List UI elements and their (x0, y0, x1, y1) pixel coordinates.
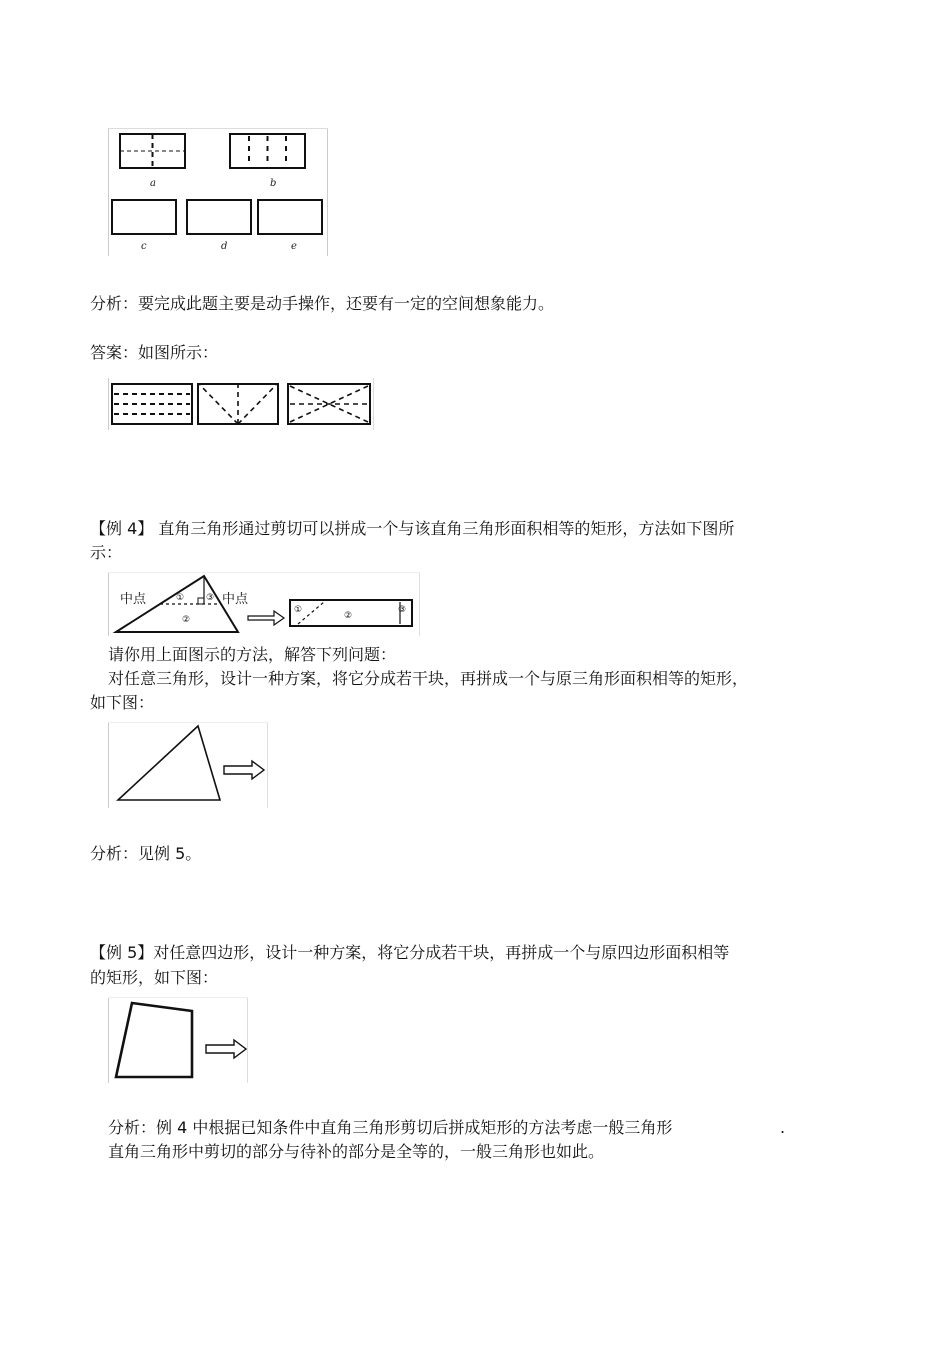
example4-title-line1: 【例 4】 直角三角形通过剪切可以拼成一个与该直角三角形面积相等的矩形，方法如下图所 (90, 519, 735, 538)
rect-piece-3: ③ (398, 605, 407, 615)
example4-question-line2: 对任意三角形，设计一种方案，将它分成若干块，再拼成一个与原三角形面积相等的矩形， (108, 669, 749, 688)
analysis-1: 分析：要完成此题主要是动手操作，还要有一定的空间想象能力。 (90, 294, 555, 313)
figure-answer-rectangles (108, 378, 376, 430)
label-e: e (291, 241, 297, 252)
triangle-piece-1: ① (176, 593, 185, 603)
label-a: a (150, 178, 156, 189)
triangle-piece-3: ③ (206, 593, 215, 603)
example5-title-line2: 的矩形，如下图： (90, 968, 219, 987)
example5-analysis-line2: 直角三角形中剪切的部分与待补的部分是全等的，一般三角形也如此。 (108, 1142, 605, 1161)
example5-title-line1: 【例 5】对任意四边形，设计一种方案，将它分成若干块，再拼成一个与原四边形面积相等 (90, 943, 730, 962)
arrow-right-icon (206, 1040, 246, 1058)
label-b: b (270, 178, 277, 189)
midpoint-left-label: 中点 (120, 592, 147, 607)
example5-analysis-line1-end: . (780, 1118, 786, 1137)
label-d: d (221, 241, 228, 252)
figure-rectangles-abcde (108, 128, 328, 256)
example4-title-line2: 示： (90, 543, 123, 562)
rect-piece-1: ① (294, 605, 303, 615)
example4-analysis: 分析：见例 5。 (90, 844, 202, 863)
label-c: c (141, 241, 147, 252)
arrow-right-icon (248, 611, 284, 625)
midpoint-right-label: 中点 (222, 592, 249, 607)
example5-analysis-line1: 分析：例 4 中根据已知条件中直角三角形剪切后拼成矩形的方法考虑一般三角形 (108, 1118, 673, 1137)
example4-question-line1: 请你用上面图示的方法，解答下列问题： (108, 645, 397, 664)
rect-piece-2: ② (344, 611, 353, 621)
triangle-piece-2: ② (182, 615, 191, 625)
answer-1: 答案：如图所示： (90, 343, 219, 362)
figure-arbitrary-quadrilateral (108, 997, 250, 1083)
arrow-right-icon (224, 761, 264, 779)
example4-question-line3: 如下图： (90, 693, 155, 712)
figure-right-triangle-to-rectangle (108, 572, 422, 636)
figure-arbitrary-triangle (108, 722, 270, 808)
